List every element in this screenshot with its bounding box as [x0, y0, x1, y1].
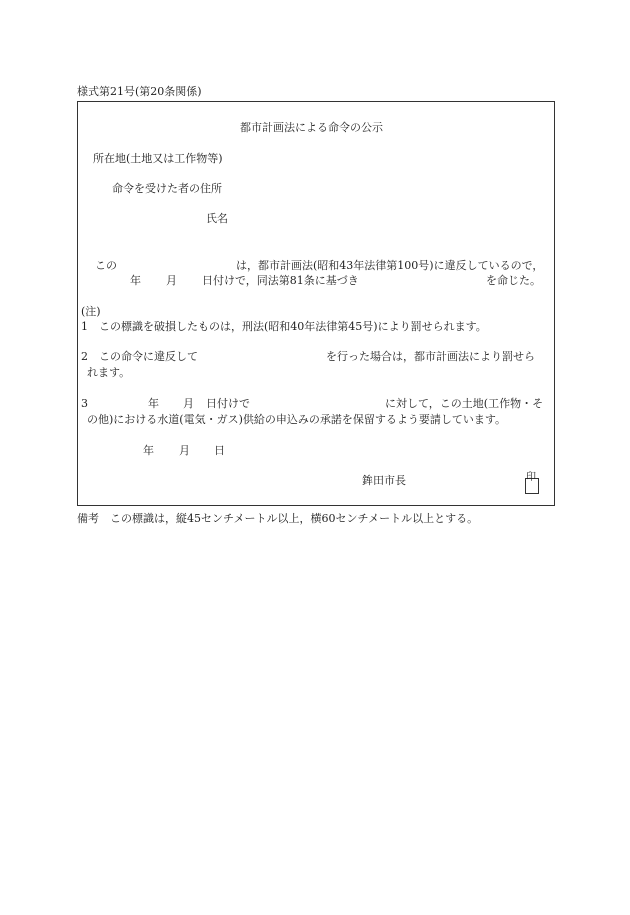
date-year: 年 [143, 444, 154, 457]
seal-mark: 印 [526, 472, 536, 483]
note-3-year: 年 [148, 397, 159, 410]
date-month: 月 [179, 444, 190, 457]
main-line2-end: を命じた。 [486, 274, 541, 287]
name-label: 氏名 [206, 212, 228, 225]
note-3-suffix: に対して，この土地(工作物・そ [385, 397, 544, 410]
main-line2-year: 年 [130, 274, 141, 287]
notes-header: (注) [81, 305, 101, 318]
note-3-number: 3 [81, 397, 88, 410]
note-2-line2: れます。 [87, 366, 131, 379]
main-line2-month: 月 [166, 274, 177, 287]
remarks: 備考 この標識は，縦45センチメートル以上，横60センチメートル以上とする。 [77, 512, 479, 525]
address-label: 命令を受けた者の住所 [112, 182, 222, 195]
form-number: 様式第21号(第20条関係) [77, 85, 202, 98]
note-2-line1-suffix: を行った場合は，都市計画法により罰せら [326, 350, 535, 363]
location-label: 所在地(土地又は工作物等) [93, 152, 223, 165]
note-3-line2: の他)における水道(電気・ガス)供給の申込みの承諾を保留するよう要請しています。 [87, 413, 506, 426]
note-3-month: 月 [183, 397, 194, 410]
main-line2-day: 日付けで，同法第81条に基づき [202, 274, 359, 287]
date-day: 日 [214, 444, 225, 457]
note-1: 1 この標識を破損したものは，刑法(昭和40年法律第45号)により罰せられます。 [81, 320, 487, 333]
note-3-day: 日付けで [206, 397, 250, 410]
main-line1-prefix: この [95, 259, 117, 272]
mayor-title: 鉾田市長 [362, 474, 406, 487]
main-line1-suffix: は，都市計画法(昭和43年法律第100号)に違反しているので， [236, 259, 544, 272]
notice-title: 都市計画法による命令の公示 [240, 121, 383, 134]
note-2-line1-prefix: 2 この命令に違反して [81, 350, 198, 363]
